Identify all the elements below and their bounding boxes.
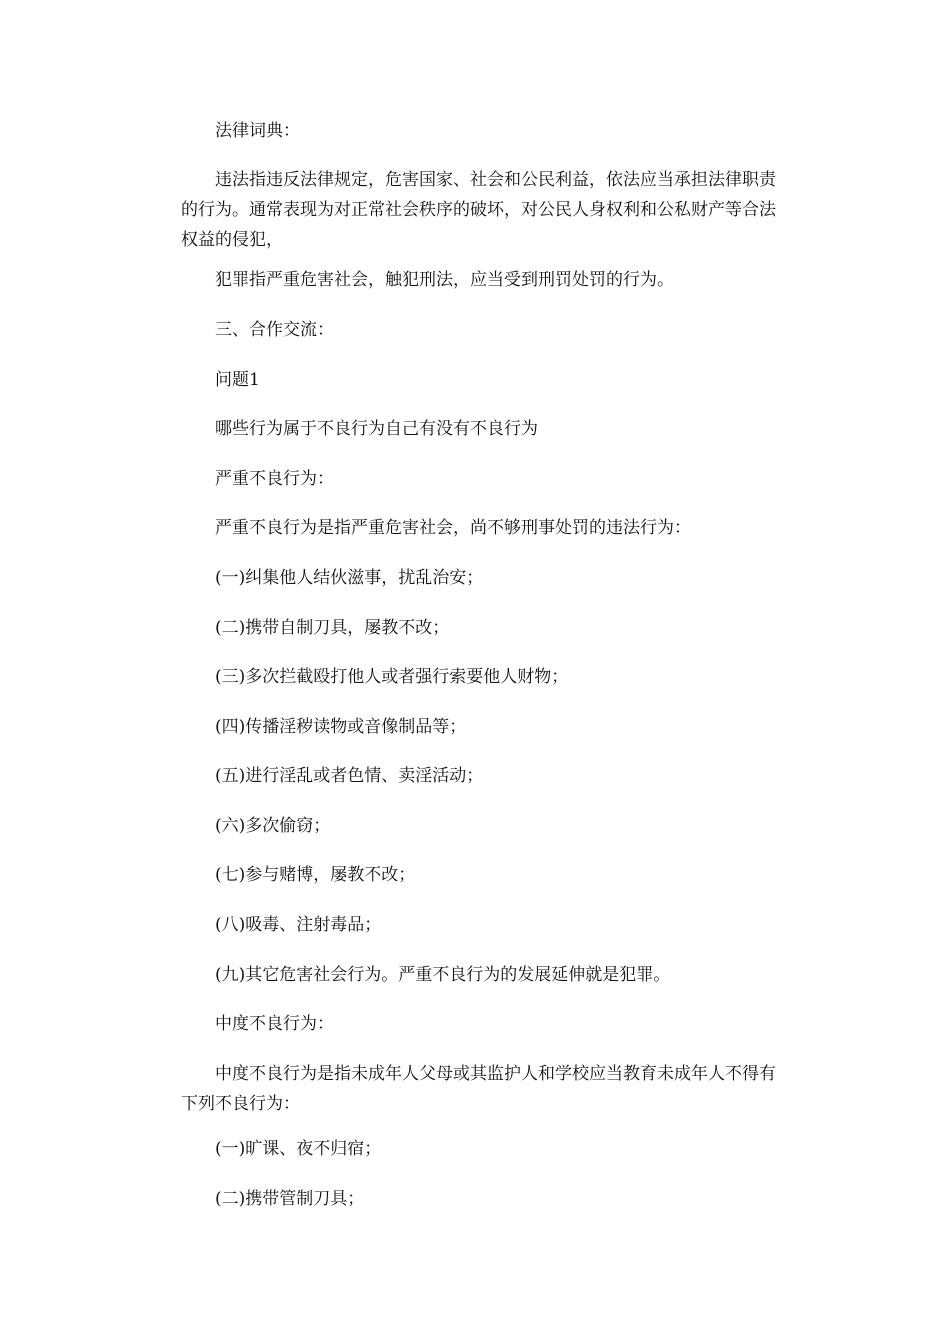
list-item: (一)旷课、夜不归宿； [215, 1139, 382, 1159]
paragraph-crime-definition: 犯罪指严重危害社会，触犯刑法，应当受到刑罚处罚的行为。 [215, 270, 674, 290]
question-label: 问题1 [215, 370, 260, 390]
list-item: (五)进行淫乱或者色情、卖淫活动； [215, 766, 484, 786]
paragraph-legal-dictionary-heading: 法律词典： [215, 121, 300, 141]
heading-serious-misconduct: 严重不良行为： [215, 469, 334, 489]
question-text: 哪些行为属于不良行为自己有没有不良行为 [215, 419, 538, 439]
heading-moderate-misconduct: 中度不良行为： [215, 1014, 334, 1034]
list-item: (六)多次偷窃； [215, 816, 331, 836]
list-item: (八)吸毒、注射毒品； [215, 915, 382, 935]
list-item: (九)其它危害社会行为。严重不良行为的发展延伸就是犯罪。 [215, 965, 671, 985]
paragraph-moderate-misconduct-definition: 中度不良行为是指未成年人父母或其监护人和学校应当教育未成年人不得有下列不良行为： [181, 1064, 776, 1114]
list-item: (七)参与赌博，屡教不改； [215, 865, 416, 885]
list-item: (二)携带自制刀具，屡教不改； [215, 618, 450, 638]
list-item: (四)传播淫秽读物或音像制品等； [215, 717, 467, 737]
paragraph-illegal-definition: 违法指违反法律规定，危害国家、社会和公民利益，依法应当承担法律职责的行为。通常表现为对正常社会秩序的破坏，对公民人身权利和公私财产等合法权益的侵犯， [181, 170, 776, 250]
list-item: (一)纠集他人结伙滋事，扰乱治安； [215, 568, 484, 588]
list-item: (三)多次拦截殴打他人或者强行索要他人财物； [215, 667, 569, 687]
paragraph-serious-misconduct-definition: 严重不良行为是指严重危害社会，尚不够刑事处罚的违法行为： [215, 518, 691, 538]
list-item: (二)携带管制刀具； [215, 1189, 365, 1209]
section-heading-cooperation: 三、合作交流： [215, 320, 334, 340]
